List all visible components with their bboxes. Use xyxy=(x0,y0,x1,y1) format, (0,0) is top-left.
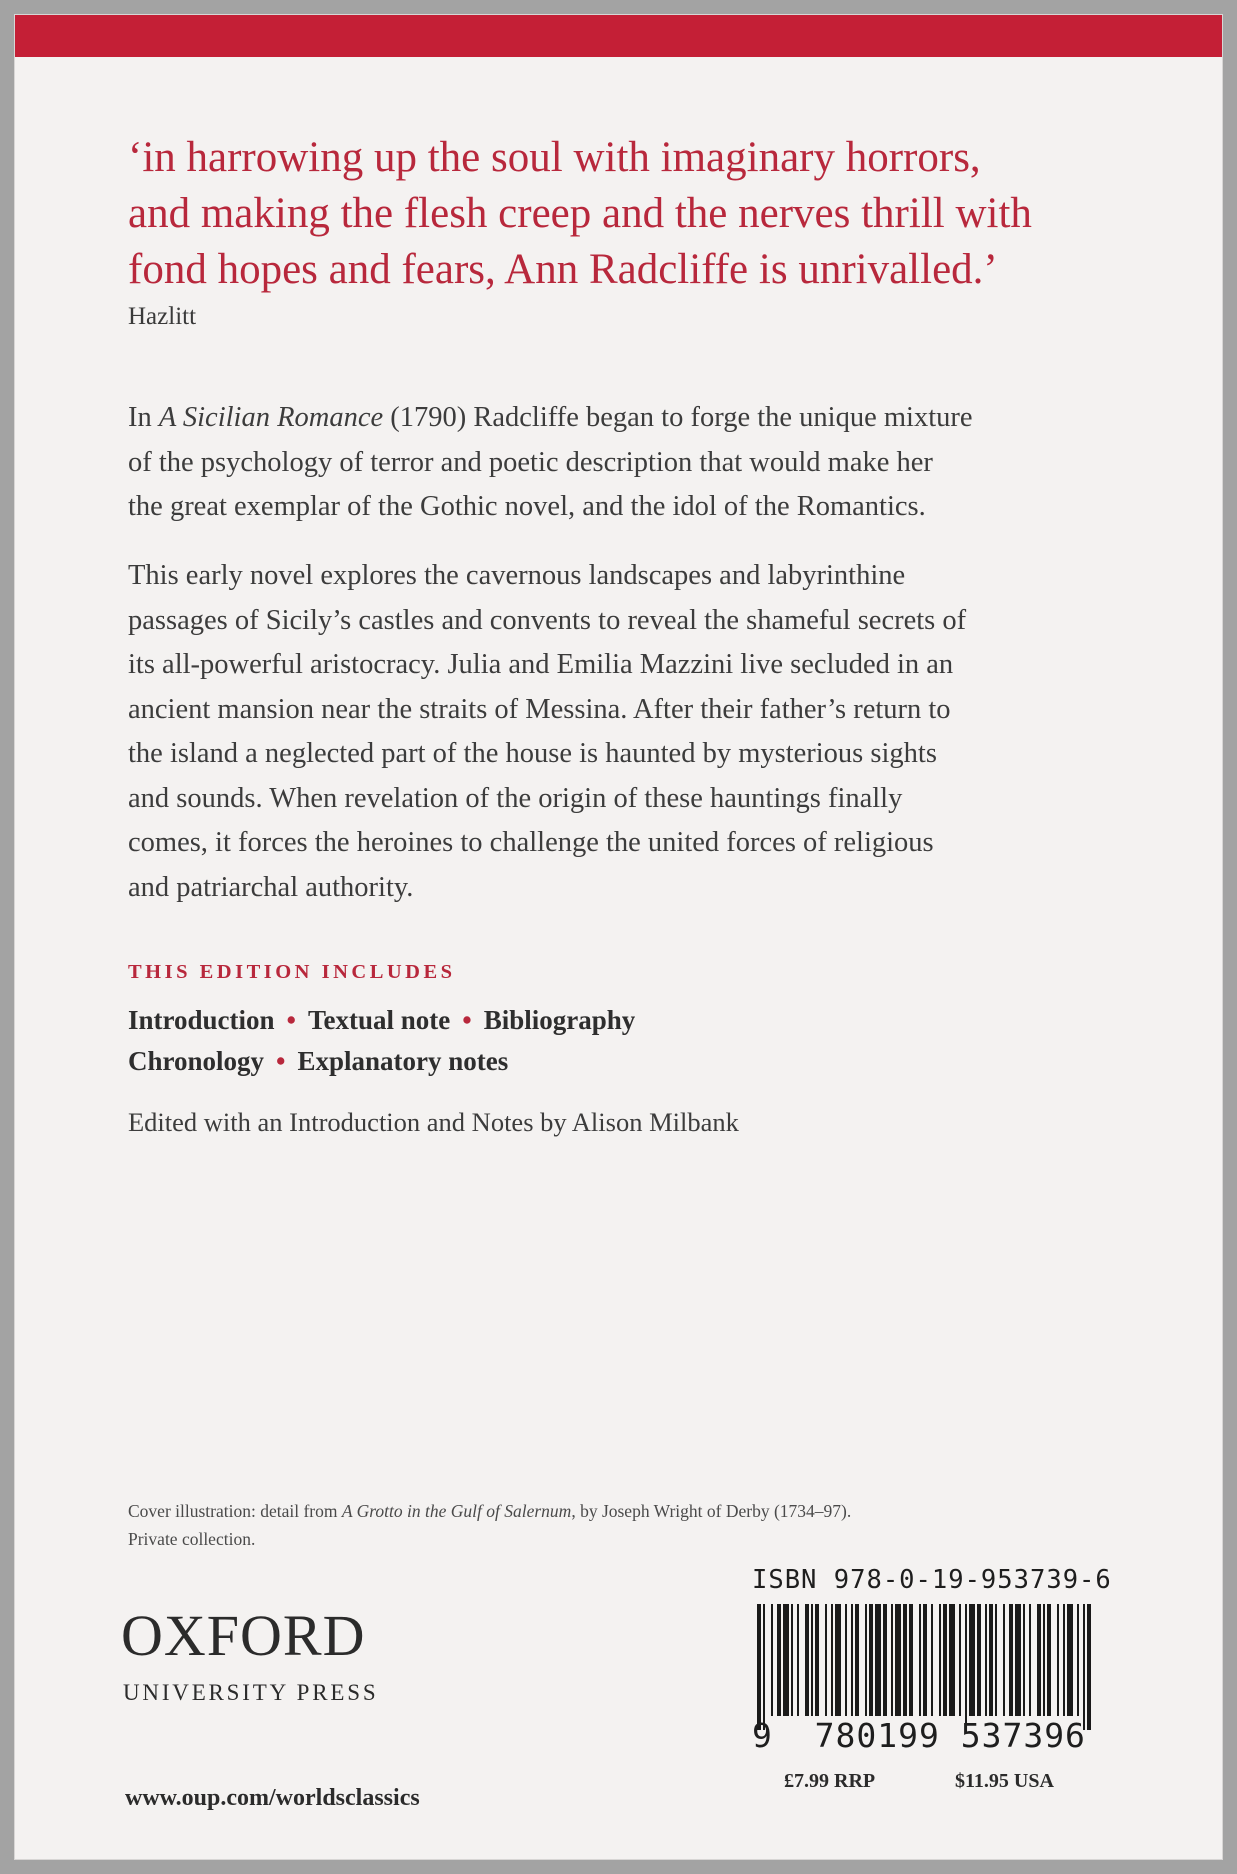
barcode-bar xyxy=(825,1604,827,1716)
para2-line-4: ancient mansion near the straits of Messina. After their father’s return to xyxy=(128,693,951,725)
barcode-bar xyxy=(923,1604,927,1716)
edited-by: Edited with an Introduction and Notes by Alison Milbank xyxy=(128,1107,739,1137)
barcode-bar xyxy=(985,1604,987,1716)
price-gbp: £7.99 RRP xyxy=(784,1770,876,1792)
include-textual-note: Textual note xyxy=(308,1005,451,1035)
barcode-bar xyxy=(1003,1604,1005,1716)
barcode-digits xyxy=(752,1716,1097,1755)
barcode-bar xyxy=(903,1604,907,1716)
barcode-bar xyxy=(909,1604,913,1716)
cover-credit xyxy=(128,1497,851,1553)
barcode-group-1: 780199 xyxy=(814,1716,940,1755)
barcode-bar xyxy=(1029,1604,1031,1716)
artwork-title: A Grotto in the Gulf of Salernum xyxy=(341,1501,572,1521)
barcode-bar xyxy=(931,1604,933,1716)
barcode-bar xyxy=(1067,1604,1073,1716)
bullet-separator: • xyxy=(462,1005,472,1035)
barcode-bar xyxy=(1087,1604,1091,1730)
include-bibliography: Bibliography xyxy=(483,1005,636,1035)
publisher-logo-subtitle: UNIVERSITY PRESS xyxy=(123,1680,379,1705)
quote-line-1: ‘in harrowing up the soul with imaginary horrors, xyxy=(128,134,981,181)
description-paragraph-2 xyxy=(128,554,1128,910)
review-quote xyxy=(128,130,1128,298)
quote-line-2: and making the flesh creep and the nerves thrill with xyxy=(128,190,1032,237)
bullet-separator: • xyxy=(286,1005,296,1035)
barcode-bar xyxy=(835,1604,841,1716)
barcode-bar xyxy=(1023,1604,1025,1716)
barcode-bar xyxy=(855,1604,859,1716)
edition-includes-line-1 xyxy=(128,1005,1128,1036)
barcode-bar xyxy=(805,1604,809,1716)
include-introduction: Introduction xyxy=(128,1005,275,1035)
barcode-bar xyxy=(949,1604,955,1716)
para1-line-1 xyxy=(128,396,1128,441)
barcode-bar xyxy=(895,1604,901,1716)
bullet-separator: • xyxy=(276,1046,286,1076)
barcode-bar xyxy=(969,1604,975,1716)
barcode-group-2: 537396 xyxy=(960,1716,1086,1755)
credit-suffix: , by Joseph Wright of Derby (1734–97). xyxy=(571,1501,852,1521)
barcode-bar xyxy=(891,1604,893,1716)
para1-suffix: (1790) Radcliffe began to forge the unique mixture xyxy=(383,402,973,433)
price-usd: $11.95 USA xyxy=(955,1770,1054,1792)
barcode-bar xyxy=(965,1604,967,1730)
credit-line-2: Private collection. xyxy=(128,1529,256,1549)
barcode-bar xyxy=(989,1604,993,1716)
barcode-bar xyxy=(1057,1604,1059,1716)
para2-line-1: This early novel explores the cavernous landscapes and labyrinthine xyxy=(128,560,906,591)
isbn-label: ISBN 978-0-19-953739-6 xyxy=(752,1565,1112,1595)
para2-line-3: its all-powerful aristocracy. Julia and Emilia Mazzini live secluded in an xyxy=(128,649,954,680)
para1-line-3: the great exemplar of the Gothic novel, and the idol of the Romantics. xyxy=(128,491,926,522)
barcode-bar xyxy=(869,1604,873,1716)
credit-line-1 xyxy=(128,1497,851,1525)
barcode-bar xyxy=(763,1604,765,1730)
barcode-bar xyxy=(1077,1604,1079,1716)
edition-heading: THIS EDITION INCLUDES xyxy=(128,961,456,983)
barcode-bar xyxy=(811,1604,813,1716)
barcode-bar xyxy=(943,1604,947,1716)
red-top-band xyxy=(15,15,1222,57)
barcode-bar xyxy=(977,1604,981,1716)
barcode-bar xyxy=(875,1604,881,1716)
barcode-first-digit: 9 xyxy=(752,1716,773,1755)
barcode-bar xyxy=(783,1604,789,1716)
barcode-bar xyxy=(815,1604,819,1716)
barcode-bar xyxy=(831,1604,833,1716)
barcode-bar xyxy=(959,1604,961,1716)
include-chronology: Chronology xyxy=(128,1046,265,1076)
barcode-bar xyxy=(1083,1604,1085,1730)
publisher-logo-name: OXFORD xyxy=(121,1603,366,1668)
barcode-bar xyxy=(777,1604,781,1716)
barcode-bar xyxy=(883,1604,887,1716)
barcode-bar xyxy=(851,1604,853,1716)
para1-line-2: of the psychology of terror and poetic description that would make her xyxy=(128,446,933,478)
barcode-bar xyxy=(865,1604,867,1716)
barcode-bar xyxy=(845,1604,847,1716)
publisher-website: www.oup.com/worldsclassics xyxy=(125,1785,420,1811)
description-paragraph-1 xyxy=(128,396,1128,530)
barcode-bar xyxy=(797,1604,799,1716)
edition-includes-line-2 xyxy=(128,1046,1128,1077)
para2-line-6: and sounds. When revelation of the origin of these hauntings finally xyxy=(128,782,903,814)
barcode-bar xyxy=(1047,1604,1051,1716)
include-explanatory-notes: Explanatory notes xyxy=(297,1046,509,1076)
barcode-bar xyxy=(1015,1604,1021,1716)
para1-prefix: In xyxy=(128,402,159,433)
barcode-bar xyxy=(791,1604,793,1716)
para2-line-7: comes, it forces the heroines to challenge the united forces of religious xyxy=(128,827,934,858)
barcode-bar xyxy=(995,1604,997,1716)
quote-author: Hazlitt xyxy=(128,303,197,330)
para2-line-5: the island a neglected part of the house is haunted by mysterious sights xyxy=(128,738,937,769)
credit-prefix: Cover illustration: detail from xyxy=(128,1501,342,1521)
barcode-bar xyxy=(1009,1604,1013,1716)
barcode-bar xyxy=(1043,1604,1045,1716)
barcode-bar xyxy=(919,1604,921,1716)
barcode-bar xyxy=(939,1604,941,1716)
barcode-bar xyxy=(1037,1604,1041,1716)
barcode-bar xyxy=(771,1604,773,1716)
para2-line-8: and patriarchal authority. xyxy=(128,871,414,903)
para2-line-2: passages of Sicily’s castles and convents to reveal the shameful secrets of xyxy=(128,604,967,636)
barcode-icon xyxy=(755,1604,1092,1730)
quote-line-3: fond hopes and fears, Ann Radcliffe is unrivalled.’ xyxy=(128,246,998,293)
barcode-bar xyxy=(1063,1604,1065,1716)
barcode-bar xyxy=(757,1604,761,1730)
book-title: A Sicilian Romance xyxy=(158,402,384,433)
barcode-bars xyxy=(755,1604,1092,1730)
